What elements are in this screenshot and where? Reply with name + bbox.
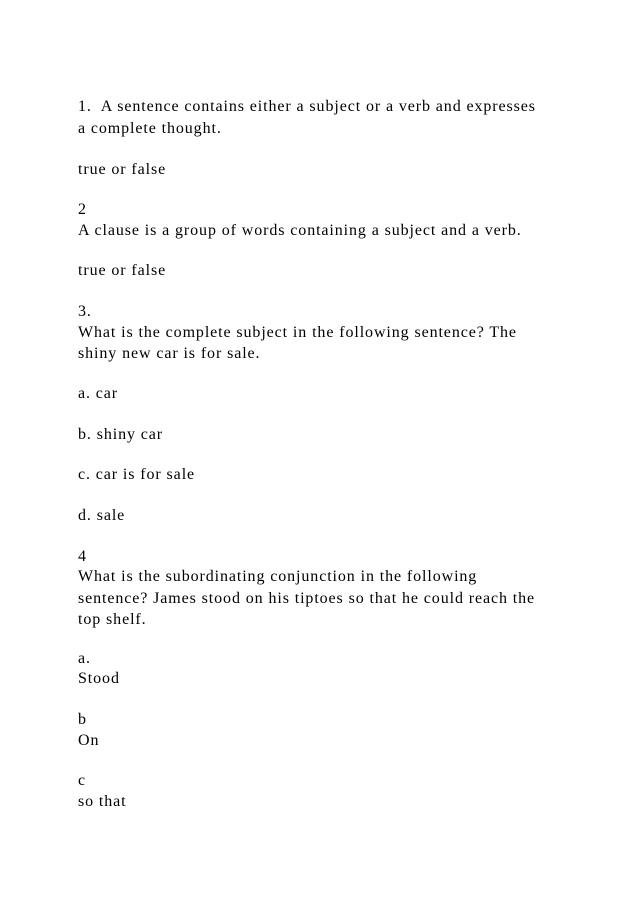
- question-4-option-c-text: so that: [78, 793, 127, 810]
- question-4-option-b-text: On: [78, 732, 100, 749]
- question-4-text-line-1: What is the subordinating conjunction in the following: [78, 568, 478, 585]
- question-3-option-d: d. sale: [78, 507, 126, 524]
- question-3-option-c: c. car is for sale: [78, 466, 196, 483]
- question-1-text-line-1: A sentence contains either a subject or a verb and expresses: [100, 98, 536, 115]
- question-4-option-b-letter: b: [78, 711, 87, 728]
- question-4-text-line-2: sentence? James stood on his tiptoes so that he could reach the: [78, 590, 536, 607]
- question-2-choices: true or false: [78, 262, 167, 279]
- question-1-line-1: [78, 97, 536, 117]
- question-3-text-line-1: What is the complete subject in the following sentence? The: [78, 324, 517, 341]
- question-4-option-c-letter: c: [78, 772, 87, 789]
- question-4-option-a-letter: a.: [78, 650, 91, 667]
- question-3-number: 3.: [78, 303, 92, 320]
- question-3-text-line-2: shiny new car is for sale.: [78, 345, 261, 362]
- question-2-text-line-1: A clause is a group of words containing a subject and a verb.: [78, 222, 522, 239]
- question-1-text-line-2: a complete thought.: [78, 120, 222, 137]
- question-4-number: 4: [78, 548, 87, 565]
- question-4-text-line-3: top shelf.: [78, 611, 147, 628]
- question-2-number: 2: [78, 201, 87, 218]
- question-3-option-a: a. car: [78, 385, 119, 402]
- question-1-choices: true or false: [78, 161, 167, 178]
- question-1-number: 1.: [78, 98, 92, 115]
- question-3-option-b: b. shiny car: [78, 426, 164, 443]
- question-4-option-a-text: Stood: [78, 670, 120, 687]
